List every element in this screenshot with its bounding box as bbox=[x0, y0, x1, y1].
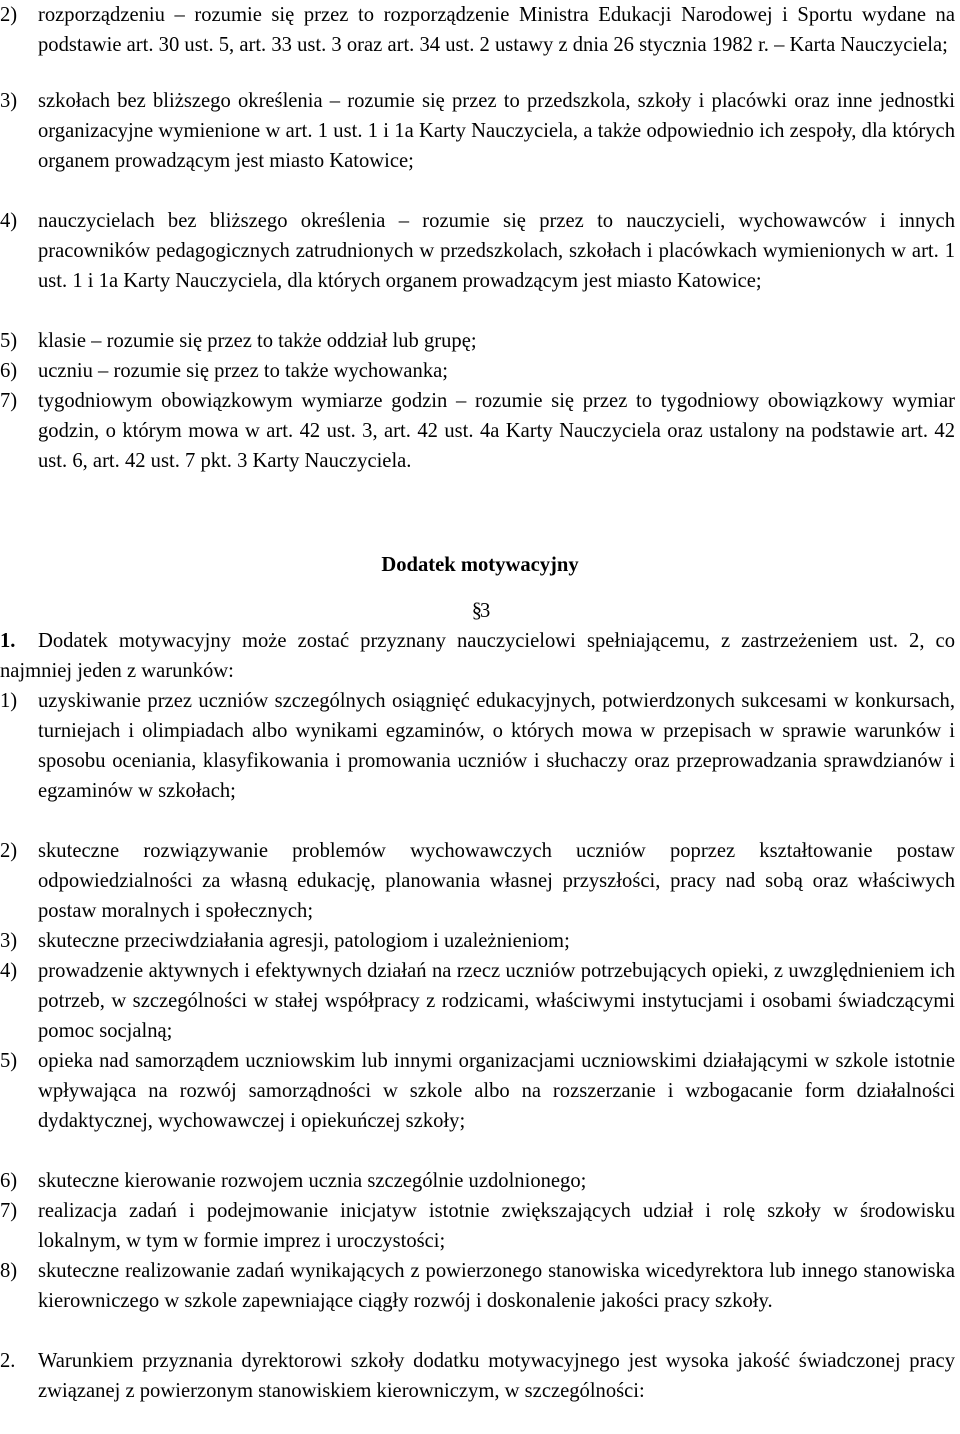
item-number: 4) bbox=[0, 210, 18, 232]
item-text: prowadzenie aktywnych i efektywnych działań na rzecz uczniów potrzebujących opieki, z uwzględnieniem ich potrzeb, w szczególności w stałej współpracy z rodzicami, właściwymi instytucjami i osobami świadczącymi pomoc socjalną; bbox=[38, 960, 955, 1042]
definition-item-7 bbox=[0, 386, 955, 476]
paragraph-2 bbox=[0, 1346, 955, 1406]
paragraph-number: 3 bbox=[480, 600, 491, 622]
item-text: uczniu – rozumie się przez to także wychowanka; bbox=[38, 360, 448, 382]
paragraph-mark: §3 bbox=[471, 600, 491, 622]
section-heading: Dodatek motywacyjny bbox=[381, 554, 579, 576]
item-text: skuteczne rozwiązywanie problemów wychowawczych uczniów poprzez kształtowanie postaw odpowiedzialności za własną edukację, planowania własnej przyszłości, pracy nad sobą oraz właściwych postaw moralnych i społecznych; bbox=[38, 840, 955, 922]
item-text: szkołach bez bliższego określenia – rozumie się przez to przedszkola, szkoły i placówki oraz inne jednostki organizacyjne wymienione w art. 1 ust. 1 i 1a Karty Nauczyciela, a także odpowiednio ich zespoły, dla których organem prowadzącym jest miasto Katowice; bbox=[38, 90, 955, 172]
definition-item-5 bbox=[0, 326, 955, 356]
item-number: 2) bbox=[0, 4, 18, 26]
item-number: 2) bbox=[0, 840, 18, 862]
item-number: 7) bbox=[0, 1200, 18, 1222]
paragraph-1 bbox=[0, 626, 955, 686]
item-number: 6) bbox=[0, 1170, 18, 1192]
paragraph-number: 1. bbox=[0, 630, 16, 652]
item-number: 8) bbox=[0, 1260, 18, 1282]
item-text: uzyskiwanie przez uczniów szczególnych osiągnięć edukacyjnych, potwierdzonych sukcesami w konkursach, turniejach i olimpiadach albo wynikami egzaminów, o których mowa w przepisach w sprawie warunków i sposobu oceniania, klasyfikowania i promowania uczniów i słuchaczy oraz przeprowadzania sprawdzianów i egzaminów w szkołach; bbox=[38, 690, 955, 802]
paragraph-text: Dodatek motywacyjny może zostać przyznany nauczycielowi spełniającemu, z zastrzeżeniem ust. 2, co najmniej jeden z warunków: bbox=[0, 630, 955, 682]
definition-item-2 bbox=[0, 0, 955, 60]
item-text: skuteczne kierowanie rozwojem ucznia szczególnie uzdolnionego; bbox=[38, 1170, 587, 1192]
definition-item-3 bbox=[0, 86, 955, 176]
item-number: 3) bbox=[0, 90, 18, 112]
item-text: skuteczne przeciwdziałania agresji, patologiom i uzależnieniom; bbox=[38, 930, 570, 952]
condition-item-4 bbox=[0, 956, 955, 1046]
item-number: 4) bbox=[0, 960, 18, 982]
item-text: opieka nad samorządem uczniowskim lub innymi organizacjami uczniowskimi działającymi w szkole istotnie wpływająca na rozwój samorządności w szkole albo na rozszerzanie i wzbogacanie form działalności dydaktycznej, wychowawczej i opiekuńczej szkoły; bbox=[38, 1050, 955, 1132]
item-number: 7) bbox=[0, 390, 18, 412]
condition-item-2 bbox=[0, 836, 955, 926]
condition-item-8 bbox=[0, 1256, 955, 1316]
paragraph-text: Warunkiem przyznania dyrektorowi szkoły dodatku motywacyjnego jest wysoka jakość świadczonej pracy związanej z powierzonym stanowiskiem kierowniczym, w szczególności: bbox=[38, 1350, 955, 1402]
item-number: 6) bbox=[0, 360, 18, 382]
item-number: 1) bbox=[0, 690, 18, 712]
item-text: rozporządzeniu – rozumie się przez to rozporządzenie Ministra Edukacji Narodowej i Sportu wydane na podstawie art. 30 ust. 5, art. 33 ust. 3 oraz art. 34 ust. 2 ustawy z dnia 26 stycznia 1982 r. – Karta Nauczyciela; bbox=[38, 4, 955, 56]
paragraph-number: 2. bbox=[0, 1350, 16, 1372]
item-text: klasie – rozumie się przez to także oddział lub grupę; bbox=[38, 330, 477, 352]
definition-item-6 bbox=[0, 356, 955, 386]
condition-item-7 bbox=[0, 1196, 955, 1256]
condition-item-5 bbox=[0, 1046, 955, 1136]
item-number: 3) bbox=[0, 930, 18, 952]
item-number: 5) bbox=[0, 1050, 18, 1072]
item-text: realizacja zadań i podejmowanie inicjatyw istotnie zwiększających udział i rolę szkoły w środowisku lokalnym, w tym w formie imprez i uroczystości; bbox=[38, 1200, 955, 1252]
item-number: 5) bbox=[0, 330, 18, 352]
condition-item-1 bbox=[0, 686, 955, 806]
definition-item-4 bbox=[0, 206, 955, 296]
condition-item-3 bbox=[0, 926, 955, 956]
item-text: tygodniowym obowiązkowym wymiarze godzin – rozumie się przez to tygodniowy obowiązkowy wymiar godzin, o którym mowa w art. 42 ust. 3, art. 42 ust. 4a Karty Nauczyciela oraz ustalony na podstawie art. 42 ust. 6, art. 42 ust. 7 pkt. 3 Karty Nauczyciela. bbox=[38, 390, 955, 472]
condition-item-6 bbox=[0, 1166, 955, 1196]
item-text: skuteczne realizowanie zadań wynikających z powierzonego stanowiska wicedyrektora lub innego stanowiska kierowniczego w szkole zapewniające ciągły rozwój i doskonalenie jakości pracy szkoły. bbox=[38, 1260, 955, 1312]
item-text: nauczycielach bez bliższego określenia – rozumie się przez to nauczycieli, wychowawców i innych pracowników pedagogicznych zatrudnionych w przedszkolach, szkołach i placówkach wymienionych w art. 1 ust. 1 i 1a Karty Nauczyciela, dla których organem prowadzącym jest miasto Katowice; bbox=[38, 210, 955, 292]
